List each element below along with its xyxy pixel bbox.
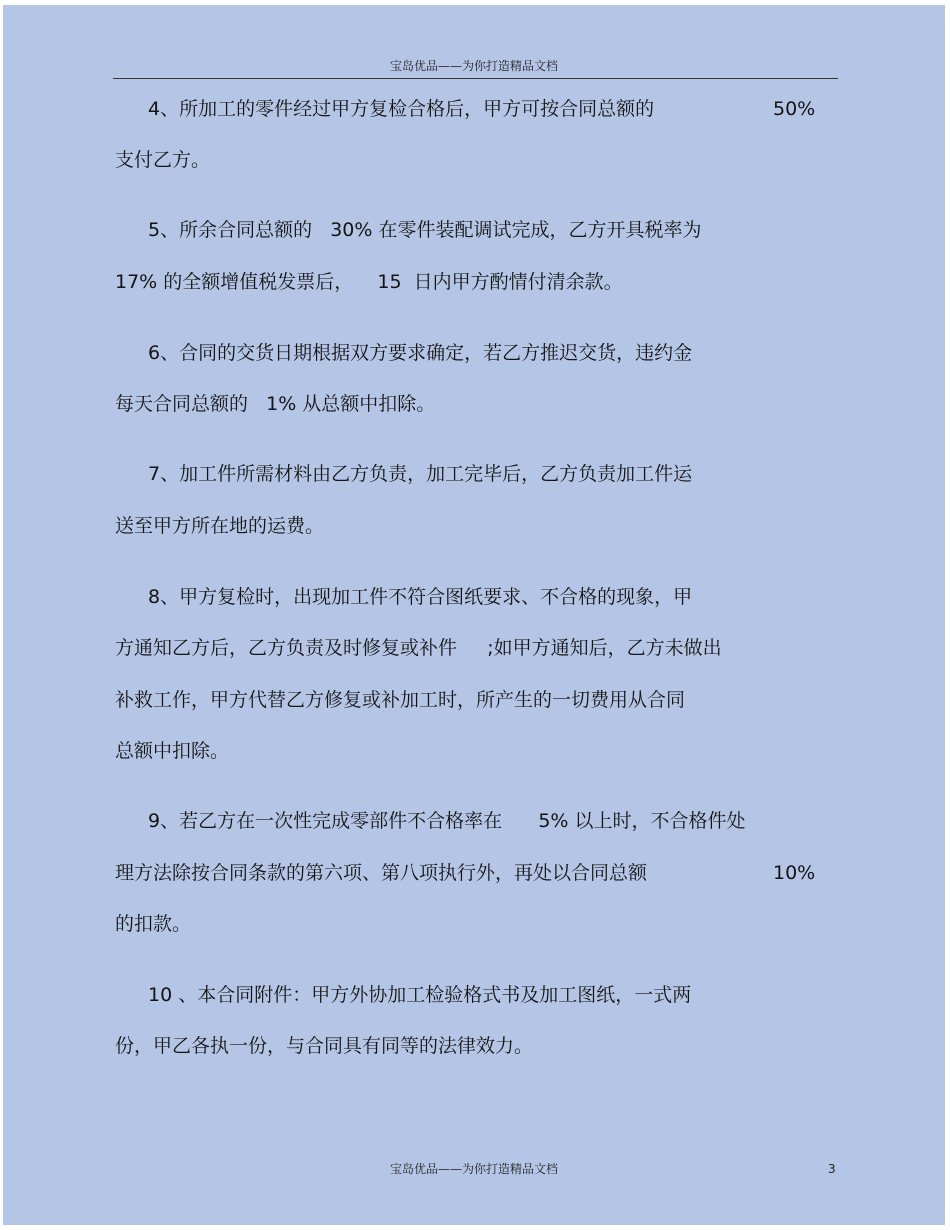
clause-line: 总额中扣除。	[115, 740, 230, 762]
clause-line: 补救工作，甲方代替乙方修复或补加工时，所产生的一切费用从合同	[115, 689, 686, 711]
page-header: 宝岛优品——为你打造精品文档	[389, 59, 558, 73]
clause-line: 方通知乙方后，乙方负责及时修复或补件 ;如甲方通知后，乙方未做出	[115, 637, 722, 659]
clause-tail-value: 10%	[773, 862, 816, 884]
clause-line: 9、若乙方在一次性完成零部件不合格率在 5% 以上时，不合格件处	[148, 810, 746, 832]
header-rule	[113, 78, 838, 79]
clause-line: 10 、本合同附件：甲方外协加工检验格式书及加工图纸，一式两	[148, 984, 692, 1006]
clause-line: 5、所余合同总额的 30% 在零件装配调试完成，乙方开具税率为	[148, 219, 702, 241]
document-page	[3, 5, 945, 1225]
clause-line: 支付乙方。	[115, 149, 211, 171]
clause-line: 的扣款。	[115, 913, 192, 935]
clause-line: 17% 的全额增值税发票后， 15 日内甲方酌情付清余款。	[115, 271, 623, 293]
clause-line: 6、合同的交货日期根据双方要求确定，若乙方推迟交货，违约金	[148, 342, 693, 364]
clause-line: 送至甲方所在地的运费。	[115, 515, 325, 537]
page-footer: 宝岛优品——为你打造精品文档	[389, 1162, 558, 1176]
clause-line: 理方法除按合同条款的第六项、第八项执行外，再处以合同总额	[115, 862, 648, 884]
clause-line: 8、甲方复检时，出现加工件不符合图纸要求、不合格的现象，甲	[148, 586, 693, 608]
clause-line: 份，甲乙各执一份，与合同具有同等的法律效力。	[115, 1035, 534, 1057]
page-number: 3	[828, 1162, 836, 1176]
clause-line: 7、加工件所需材料由乙方负责，加工完毕后，乙方负责加工件运	[148, 463, 693, 485]
clause-tail-value: 50%	[773, 98, 816, 120]
clause-line: 每天合同总额的 1% 从总额中扣除。	[115, 393, 436, 415]
clause-line: 4、所加工的零件经过甲方复检合格后，甲方可按合同总额的	[148, 98, 655, 120]
